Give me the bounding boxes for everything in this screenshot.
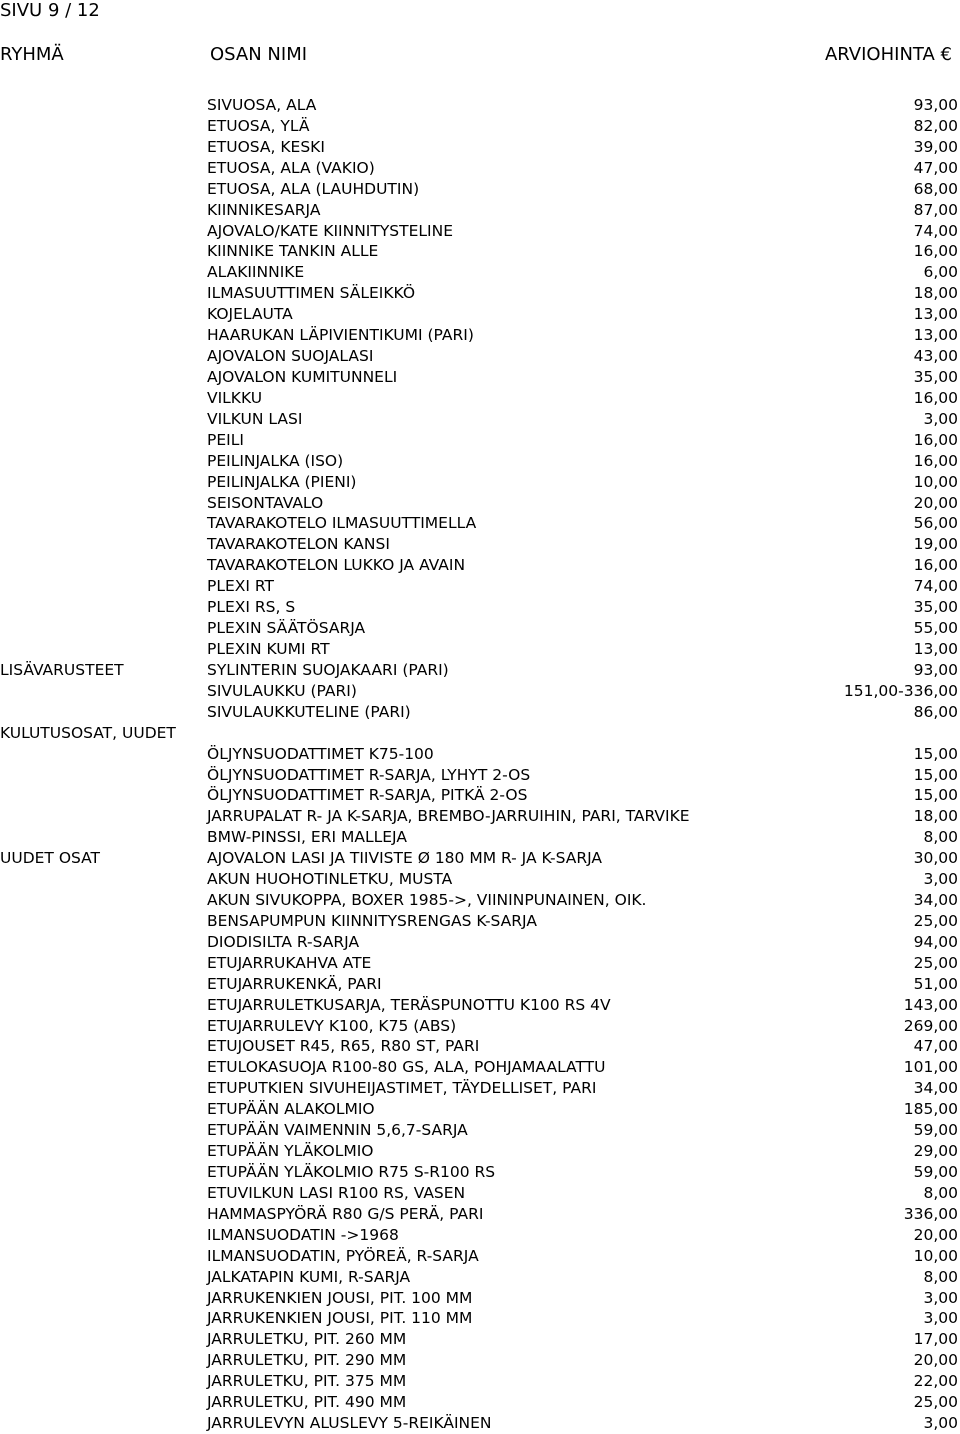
table-row — [0, 451, 960, 472]
table-row — [0, 932, 960, 953]
table-row — [0, 1392, 960, 1413]
table-row — [0, 367, 960, 388]
table-row — [0, 262, 960, 283]
row-part-name: SEISONTAVALO — [207, 493, 324, 512]
row-price: 13,00 — [913, 326, 958, 345]
row-part-name: AKUN SIVUKOPPA, BOXER 1985->, VIININPUNAINEN, OIK. — [207, 891, 647, 910]
table-row — [0, 1036, 960, 1057]
row-part-name: JARRULETKU, PIT. 490 MM — [207, 1393, 407, 1412]
row-part-name: TAVARAKOTELO ILMASUUTTIMELLA — [207, 514, 477, 533]
row-part-name: JARRUKENKIEN JOUSI, PIT. 100 MM — [207, 1288, 473, 1307]
row-part-name: AJOVALON KUMITUNNELI — [207, 367, 398, 386]
row-part-name: VILKUN LASI — [207, 409, 303, 428]
row-price: 87,00 — [913, 200, 958, 219]
row-price: 30,00 — [913, 849, 958, 868]
row-price: 55,00 — [913, 619, 958, 638]
row-price: 15,00 — [913, 786, 958, 805]
table-row — [0, 534, 960, 555]
table-row — [0, 409, 960, 430]
table-row — [0, 723, 960, 744]
row-part-name: ETUOSA, KESKI — [207, 137, 325, 156]
row-part-name: AJOVALO/KATE KIINNITYSTELINE — [207, 221, 454, 240]
table-row — [0, 1162, 960, 1183]
table-row — [0, 1057, 960, 1078]
table-row — [0, 472, 960, 493]
header-name: OSAN NIMI — [210, 44, 308, 65]
row-part-name: ETUVILKUN LASI R100 RS, VASEN — [207, 1183, 466, 1202]
table-row — [0, 639, 960, 660]
table-row — [0, 304, 960, 325]
table-row — [0, 116, 960, 137]
row-price: 35,00 — [913, 367, 958, 386]
row-part-name: JARRULETKU, PIT. 260 MM — [207, 1330, 407, 1349]
row-price: 19,00 — [913, 535, 958, 554]
table-row — [0, 1141, 960, 1162]
table-row — [0, 744, 960, 765]
row-part-name: JARRUKENKIEN JOUSI, PIT. 110 MM — [207, 1309, 473, 1328]
row-price: 13,00 — [913, 639, 958, 658]
table-row — [0, 325, 960, 346]
row-part-name: JARRULETKU, PIT. 290 MM — [207, 1351, 407, 1370]
header-price: ARVIOHINTA € — [824, 44, 952, 65]
row-part-name: ETUJOUSET R45, R65, R80 ST, PARI — [207, 1037, 480, 1056]
row-part-name: PEILINJALKA (ISO) — [207, 451, 344, 470]
row-price: 25,00 — [913, 953, 958, 972]
row-price: 101,00 — [903, 1058, 958, 1077]
row-part-name: ILMANSUODATIN, PYÖREÄ, R-SARJA — [207, 1246, 479, 1265]
table-row — [0, 911, 960, 932]
table-row — [0, 785, 960, 806]
row-price: 8,00 — [923, 828, 958, 847]
row-part-name: ETUPÄÄN VAIMENNIN 5,6,7-SARJA — [207, 1121, 468, 1140]
row-price: 82,00 — [913, 116, 958, 135]
table-row — [0, 241, 960, 262]
row-price: 185,00 — [903, 1100, 958, 1119]
row-part-name: AJOVALON LASI JA TIIVISTE Ø 180 MM R- JA K-SARJA — [207, 849, 603, 868]
table-row — [0, 827, 960, 848]
row-price: 22,00 — [913, 1372, 958, 1391]
row-price: 20,00 — [913, 493, 958, 512]
row-part-name: JARRUPALAT R- JA K-SARJA, BREMBO-JARRUIHIN, PARI, TARVIKE — [207, 807, 690, 826]
row-part-name: ETUJARRULETKUSARJA, TERÄSPUNOTTU K100 RS 4V — [207, 995, 611, 1014]
table-row — [0, 1225, 960, 1246]
table-row — [0, 765, 960, 786]
row-part-name: SIVULAUKKUTELINE (PARI) — [207, 702, 411, 721]
row-price: 20,00 — [913, 1351, 958, 1370]
row-price: 16,00 — [913, 556, 958, 575]
row-part-name: PLEXI RT — [207, 577, 275, 596]
row-price: 47,00 — [913, 158, 958, 177]
row-part-name: DIODISILTA R-SARJA — [207, 932, 360, 951]
row-part-name: ALAKIINNIKE — [207, 263, 305, 282]
row-price: 3,00 — [923, 1309, 958, 1328]
table-row — [0, 179, 960, 200]
table-row — [0, 1120, 960, 1141]
row-part-name: HAARUKAN LÄPIVIENTIKUMI (PARI) — [207, 326, 474, 345]
table-row — [0, 430, 960, 451]
row-part-name: ETUJARRULEVY K100, K75 (ABS) — [207, 1016, 457, 1035]
table-row — [0, 618, 960, 639]
row-price: 18,00 — [913, 284, 958, 303]
row-part-name: ETULOKASUOJA R100-80 GS, ALA, POHJAMAALATTU — [207, 1058, 606, 1077]
table-row — [0, 660, 960, 681]
table-row — [0, 681, 960, 702]
row-price: 269,00 — [903, 1016, 958, 1035]
row-group: KULUTUSOSAT, UUDET — [0, 723, 176, 742]
row-part-name: PLEXI RS, S — [207, 598, 296, 617]
row-price: 13,00 — [913, 305, 958, 324]
row-price: 143,00 — [903, 995, 958, 1014]
row-price: 94,00 — [913, 932, 958, 951]
table-row — [0, 1099, 960, 1120]
row-price: 93,00 — [913, 660, 958, 679]
table-row — [0, 95, 960, 116]
row-price: 15,00 — [913, 765, 958, 784]
row-part-name: TAVARAKOTELON KANSI — [207, 535, 390, 554]
table-row — [0, 848, 960, 869]
table-row — [0, 1246, 960, 1267]
row-price: 8,00 — [923, 1267, 958, 1286]
table-row — [0, 1204, 960, 1225]
row-price: 336,00 — [903, 1204, 958, 1223]
table-row — [0, 974, 960, 995]
table-row — [0, 200, 960, 221]
row-part-name: ÖLJYNSUODATTIMET K75-100 — [207, 744, 434, 763]
row-price: 43,00 — [913, 347, 958, 366]
row-part-name: SYLINTERIN SUOJAKAARI (PARI) — [207, 660, 449, 679]
row-part-name: SIVUOSA, ALA — [207, 96, 317, 114]
table-row — [0, 1267, 960, 1288]
row-price: 51,00 — [913, 974, 958, 993]
table-row — [0, 158, 960, 179]
row-part-name: ETUOSA, YLÄ — [207, 116, 310, 135]
row-price: 6,00 — [923, 263, 958, 282]
row-price: 16,00 — [913, 242, 958, 261]
table-row — [0, 869, 960, 890]
table-row — [0, 806, 960, 827]
row-price: 34,00 — [913, 891, 958, 910]
row-price: 8,00 — [923, 1183, 958, 1202]
row-part-name: ETUPÄÄN YLÄKOLMIO — [207, 1142, 374, 1161]
row-price: 16,00 — [913, 451, 958, 470]
row-price: 3,00 — [923, 409, 958, 428]
row-part-name: BMW-PINSSI, ERI MALLEJA — [207, 828, 407, 847]
row-part-name: JALKATAPIN KUMI, R-SARJA — [207, 1267, 411, 1286]
row-part-name: ILMASUUTTIMEN SÄLEIKKÖ — [207, 284, 416, 303]
row-part-name: PLEXIN KUMI RT — [207, 639, 330, 658]
table-row — [0, 513, 960, 534]
row-part-name: ÖLJYNSUODATTIMET R-SARJA, PITKÄ 2-OS — [207, 786, 528, 805]
row-price: 74,00 — [913, 577, 958, 596]
row-price: 3,00 — [923, 1288, 958, 1307]
row-part-name: TAVARAKOTELON LUKKO JA AVAIN — [207, 556, 466, 575]
row-part-name: SIVULAUKKU (PARI) — [207, 681, 357, 700]
row-price: 29,00 — [913, 1142, 958, 1161]
table-row — [0, 702, 960, 723]
row-part-name: HAMMASPYÖRÄ R80 G/S PERÄ, PARI — [207, 1204, 484, 1223]
row-part-name: JARRULEVYN ALUSLEVY 5-REIKÄINEN — [207, 1414, 492, 1433]
parts-table — [0, 95, 960, 1434]
table-row — [0, 1308, 960, 1329]
header-group: RYHMÄ — [0, 44, 64, 65]
table-row — [0, 1329, 960, 1350]
row-part-name: AJOVALON SUOJALASI — [207, 347, 374, 366]
table-row — [0, 1371, 960, 1392]
row-part-name: ETUPÄÄN ALAKOLMIO — [207, 1100, 375, 1119]
row-price: 59,00 — [913, 1121, 958, 1140]
row-part-name: AKUN HUOHOTINLETKU, MUSTA — [207, 870, 453, 889]
row-part-name: PEILINJALKA (PIENI) — [207, 472, 357, 491]
row-price: 3,00 — [923, 870, 958, 889]
row-price: 35,00 — [913, 598, 958, 617]
table-row — [0, 995, 960, 1016]
table-row — [0, 221, 960, 242]
row-part-name: KOJELAUTA — [207, 305, 293, 324]
table-row — [0, 493, 960, 514]
table-row — [0, 1350, 960, 1371]
row-part-name: KIINNIKESARJA — [207, 200, 321, 219]
table-row — [0, 576, 960, 597]
row-price: 34,00 — [913, 1079, 958, 1098]
table-row — [0, 1413, 960, 1434]
row-part-name: JARRULETKU, PIT. 375 MM — [207, 1372, 407, 1391]
table-row — [0, 953, 960, 974]
row-part-name: ILMANSUODATIN ->1968 — [207, 1225, 399, 1244]
row-price: 93,00 — [913, 96, 958, 114]
row-price: 25,00 — [913, 911, 958, 930]
table-row — [0, 1078, 960, 1099]
row-price: 10,00 — [913, 1246, 958, 1265]
row-price: 3,00 — [923, 1414, 958, 1433]
row-part-name: ÖLJYNSUODATTIMET R-SARJA, LYHYT 2-OS — [207, 765, 531, 784]
row-price: 74,00 — [913, 221, 958, 240]
row-price: 17,00 — [913, 1330, 958, 1349]
row-price: 16,00 — [913, 388, 958, 407]
row-group: LISÄVARUSTEET — [0, 660, 124, 679]
table-row — [0, 137, 960, 158]
row-part-name: ETUJARRUKAHVA ATE — [207, 953, 372, 972]
page-number: SIVU 9 / 12 — [0, 0, 100, 21]
table-row — [0, 388, 960, 409]
row-part-name: ETUOSA, ALA (VAKIO) — [207, 158, 375, 177]
row-price: 15,00 — [913, 744, 958, 763]
row-price: 18,00 — [913, 807, 958, 826]
row-price: 56,00 — [913, 514, 958, 533]
table-row — [0, 346, 960, 367]
table-row — [0, 283, 960, 304]
table-row — [0, 1183, 960, 1204]
row-part-name: ETUPÄÄN YLÄKOLMIO R75 S-R100 RS — [207, 1163, 496, 1182]
row-part-name: ETUPUTKIEN SIVUHEIJASTIMET, TÄYDELLISET, PARI — [207, 1079, 597, 1098]
table-row — [0, 597, 960, 618]
row-price: 59,00 — [913, 1163, 958, 1182]
row-group: UUDET OSAT — [0, 849, 101, 868]
row-price: 47,00 — [913, 1037, 958, 1056]
row-part-name: ETUJARRUKENKÄ, PARI — [207, 974, 382, 993]
row-price: 16,00 — [913, 430, 958, 449]
row-part-name: ETUOSA, ALA (LAUHDUTIN) — [207, 179, 420, 198]
row-price: 20,00 — [913, 1225, 958, 1244]
table-row — [0, 555, 960, 576]
row-price: 39,00 — [913, 137, 958, 156]
row-price: 68,00 — [913, 179, 958, 198]
row-price: 151,00-336,00 — [843, 681, 958, 700]
table-row — [0, 890, 960, 911]
row-part-name: PLEXIN SÄÄTÖSARJA — [207, 619, 366, 638]
table-row — [0, 1016, 960, 1037]
row-price: 25,00 — [913, 1393, 958, 1412]
row-part-name: VILKKU — [207, 388, 263, 407]
row-part-name: BENSAPUMPUN KIINNITYSRENGAS K-SARJA — [207, 911, 537, 930]
row-price: 86,00 — [913, 702, 958, 721]
row-part-name: KIINNIKE TANKIN ALLE — [207, 242, 379, 261]
row-part-name: PEILI — [207, 430, 244, 449]
row-price: 10,00 — [913, 472, 958, 491]
table-row — [0, 1288, 960, 1309]
